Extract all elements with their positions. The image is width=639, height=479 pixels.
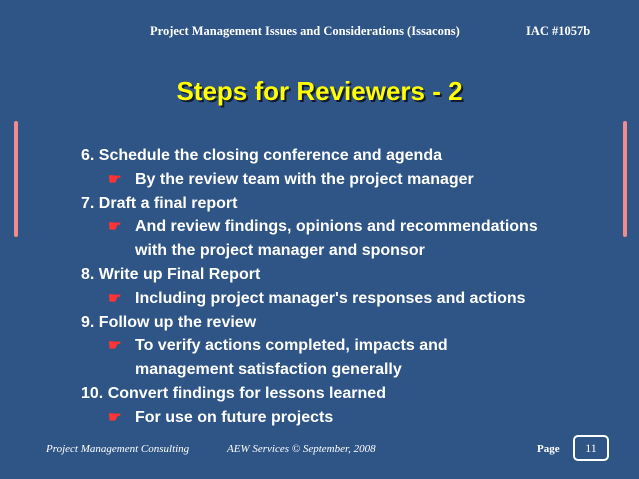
- sub-item-text: Including project manager's responses and actions: [135, 289, 526, 307]
- header-title: Project Management Issues and Considerations (Issacons): [150, 24, 460, 38]
- sub-item-text: For use on future projects: [135, 408, 334, 426]
- pointing-hand-icon: ☛: [108, 337, 122, 355]
- steps-list: [81, 144, 621, 430]
- header-code: IAC #1057b: [526, 24, 591, 38]
- sub-item: [81, 215, 621, 263]
- step-item: 6. Schedule the closing conference and agenda: [81, 147, 442, 164]
- sub-item: [81, 334, 621, 382]
- sub-item-text: management satisfaction generally: [135, 361, 402, 379]
- sub-item: [81, 406, 621, 430]
- sub-item-text: To verify actions completed, impacts and: [135, 337, 448, 355]
- left-decorative-bar: [14, 121, 18, 237]
- sub-item-text: By the review team with the project manager: [135, 170, 474, 188]
- page-label: Page: [537, 443, 560, 455]
- sub-item: [81, 168, 621, 192]
- pointing-hand-icon: ☛: [108, 408, 122, 426]
- page-number: 11: [573, 435, 609, 461]
- step-item: 10. Convert findings for lessons learned: [81, 384, 386, 402]
- pointing-hand-icon: ☛: [108, 289, 122, 307]
- sub-item: [81, 287, 621, 311]
- step-item: 7. Draft a final report: [81, 194, 238, 212]
- step-item: 9. Follow up the review: [81, 313, 257, 331]
- header: [0, 24, 639, 42]
- right-decorative-bar: [623, 121, 627, 237]
- sub-item-text: with the project manager and sponsor: [135, 242, 425, 260]
- pointing-hand-icon: ☛: [108, 170, 122, 188]
- pointing-hand-icon: ☛: [108, 218, 122, 236]
- footer: [0, 440, 639, 461]
- footer-company: Project Management Consulting: [46, 443, 190, 455]
- sub-item-text: And review findings, opinions and recommendations: [135, 218, 538, 236]
- slide-title: Steps for Reviewers - 2: [176, 76, 463, 106]
- step-item: 8. Write up Final Report: [81, 265, 261, 283]
- footer-copyright: AEW Services © September, 2008: [227, 443, 376, 455]
